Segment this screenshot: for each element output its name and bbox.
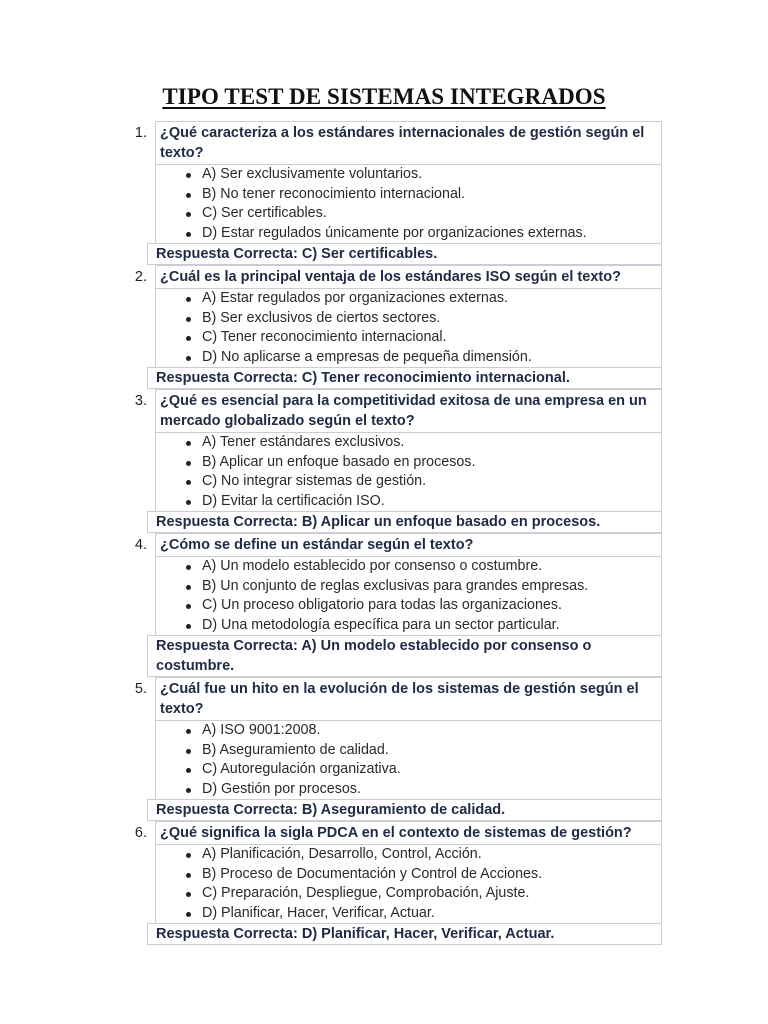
question-number: 4.	[134, 537, 147, 553]
option-c: C) Ser certificables.	[184, 204, 661, 224]
question-block	[120, 677, 662, 821]
question-text: ¿Qué es esencial para la competitividad exitosa de una empresa en un mercado globalizado según el texto?	[155, 389, 662, 433]
option-a: A) ISO 9001:2008.	[184, 721, 661, 741]
option-a: A) Tener estándares exclusivos.	[184, 433, 661, 453]
question-number: 1.	[134, 125, 147, 141]
option-d: D) Estar regulados únicamente por organizaciones externas.	[184, 224, 661, 244]
option-b: B) No tener reconocimiento internacional.	[184, 185, 661, 205]
question-block	[120, 389, 662, 533]
correct-answer: Respuesta Correcta: D) Planificar, Hacer, Verificar, Actuar.	[147, 923, 662, 945]
question	[120, 265, 662, 289]
option-d: D) Planificar, Hacer, Verificar, Actuar.	[184, 904, 661, 924]
option-d: D) Una metodología específica para un sector particular.	[184, 616, 661, 636]
option-b: B) Aplicar un enfoque basado en procesos.	[184, 453, 661, 473]
options-list	[155, 289, 662, 367]
correct-answer: Respuesta Correcta: B) Aplicar un enfoque basado en procesos.	[147, 511, 662, 533]
question-text: ¿Cómo se define un estándar según el texto?	[155, 533, 662, 557]
correct-answer: Respuesta Correcta: A) Un modelo establecido por consenso o costumbre.	[147, 635, 662, 677]
option-b: B) Aseguramiento de calidad.	[184, 741, 661, 761]
question-number: 6.	[134, 825, 147, 841]
option-a: A) Un modelo establecido por consenso o costumbre.	[184, 557, 661, 577]
option-a: A) Estar regulados por organizaciones externas.	[184, 289, 661, 309]
option-c: C) Tener reconocimiento internacional.	[184, 328, 661, 348]
options-list	[155, 433, 662, 511]
options-list	[155, 165, 662, 243]
question-block	[120, 121, 662, 265]
options-list	[155, 721, 662, 799]
question	[120, 677, 662, 721]
option-a: A) Planificación, Desarrollo, Control, Acción.	[184, 845, 661, 865]
question	[120, 533, 662, 557]
question-number: 2.	[134, 269, 147, 285]
option-d: D) No aplicarse a empresas de pequeña dimensión.	[184, 348, 661, 368]
option-d: D) Gestión por procesos.	[184, 780, 661, 800]
options-list	[155, 557, 662, 635]
question	[120, 821, 662, 845]
question-text: ¿Cuál fue un hito en la evolución de los sistemas de gestión según el texto?	[155, 677, 662, 721]
question-text: ¿Qué caracteriza a los estándares internacionales de gestión según el texto?	[155, 121, 662, 165]
correct-answer: Respuesta Correcta: C) Ser certificables.	[147, 243, 662, 265]
question-block	[120, 533, 662, 677]
option-c: C) Un proceso obligatorio para todas las organizaciones.	[184, 596, 661, 616]
question-block	[120, 821, 662, 945]
option-a: A) Ser exclusivamente voluntarios.	[184, 165, 661, 185]
page-title: TIPO TEST DE SISTEMAS INTEGRADOS	[162, 84, 606, 109]
question-text: ¿Qué significa la sigla PDCA en el contexto de sistemas de gestión?	[155, 821, 662, 845]
option-b: B) Proceso de Documentación y Control de Acciones.	[184, 865, 661, 885]
correct-answer: Respuesta Correcta: C) Tener reconocimiento internacional.	[147, 367, 662, 389]
option-b: B) Un conjunto de reglas exclusivas para grandes empresas.	[184, 577, 661, 597]
option-d: D) Evitar la certificación ISO.	[184, 492, 661, 512]
question	[120, 389, 662, 433]
option-c: C) Preparación, Despliegue, Comprobación, Ajuste.	[184, 884, 661, 904]
option-c: C) No integrar sistemas de gestión.	[184, 472, 661, 492]
question-text: ¿Cuál es la principal ventaja de los estándares ISO según el texto?	[155, 265, 662, 289]
question	[120, 121, 662, 165]
question-block	[120, 265, 662, 389]
question-number: 5.	[134, 681, 147, 697]
option-b: B) Ser exclusivos de ciertos sectores.	[184, 309, 661, 329]
option-c: C) Autoregulación organizativa.	[184, 760, 661, 780]
correct-answer: Respuesta Correcta: B) Aseguramiento de calidad.	[147, 799, 662, 821]
question-number: 3.	[134, 393, 147, 409]
quiz-list	[120, 121, 662, 945]
options-list	[155, 845, 662, 923]
